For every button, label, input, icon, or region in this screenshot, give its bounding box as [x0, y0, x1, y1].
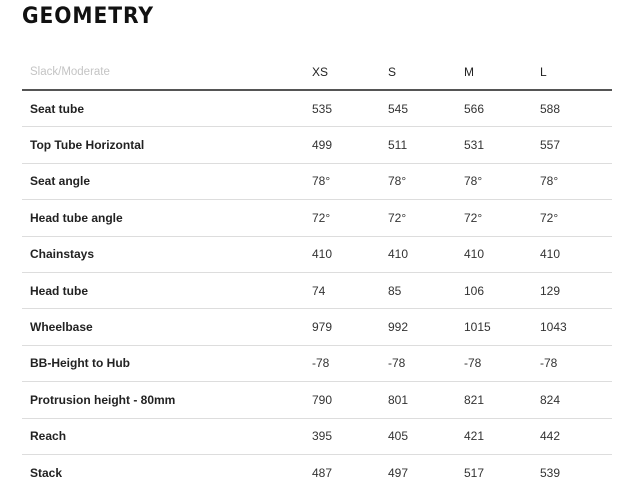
table-row	[22, 200, 612, 236]
size-header-m: M	[464, 65, 474, 79]
table-row	[22, 346, 612, 382]
page-title: GEOMETRY	[22, 4, 154, 29]
row-value: 405	[388, 429, 409, 444]
table-row	[22, 273, 612, 309]
row-value: 106	[464, 283, 485, 298]
row-label: Reach	[30, 429, 67, 444]
row-value: 499	[312, 138, 333, 153]
row-value: 517	[464, 466, 485, 481]
row-value: 78°	[540, 174, 559, 189]
row-value: -78	[464, 356, 482, 371]
row-value: -78	[388, 356, 406, 371]
table-row	[22, 419, 612, 455]
row-label: Seat tube	[30, 101, 85, 116]
row-value: 78°	[312, 174, 331, 189]
row-value: 487	[312, 466, 333, 481]
row-value: 979	[312, 320, 333, 335]
row-label: Chainstays	[30, 247, 95, 262]
row-value: -78	[312, 356, 330, 371]
table-header-row	[22, 55, 612, 91]
row-value: 511	[388, 138, 408, 153]
table-row	[22, 309, 612, 345]
row-value: 410	[540, 247, 561, 262]
row-value: 78°	[464, 174, 483, 189]
row-value: 992	[388, 320, 409, 335]
row-value: 72°	[540, 210, 559, 225]
row-value: 824	[540, 392, 561, 407]
row-label: Head tube	[30, 283, 89, 298]
geometry-table	[22, 55, 612, 491]
row-value: 72°	[312, 210, 331, 225]
table-corner-label: Slack/Moderate	[30, 66, 110, 78]
row-value: 395	[312, 429, 333, 444]
row-value: 74	[312, 283, 326, 298]
row-value: 535	[312, 101, 333, 116]
row-value: 72°	[464, 210, 483, 225]
table-row	[22, 127, 612, 163]
row-value: 421	[464, 429, 485, 444]
row-value: 442	[540, 429, 561, 444]
table-row	[22, 164, 612, 200]
row-value: 801	[388, 392, 409, 407]
row-value: -78	[540, 356, 558, 371]
table-row	[22, 382, 612, 418]
size-header-l: L	[540, 65, 547, 79]
row-value: 78°	[388, 174, 407, 189]
row-value: 129	[540, 283, 561, 298]
row-value: 790	[312, 392, 333, 407]
row-label: Top Tube Horizontal	[30, 138, 145, 153]
table-row	[22, 237, 612, 273]
size-header-xs: XS	[312, 65, 329, 79]
row-value: 497	[388, 466, 409, 481]
row-value: 72°	[388, 210, 407, 225]
row-label: BB-Height to Hub	[30, 356, 130, 371]
row-label: Stack	[30, 466, 63, 481]
row-value: 410	[388, 247, 409, 262]
row-value: 1043	[540, 320, 567, 335]
row-label: Head tube angle	[30, 210, 123, 225]
row-value: 85	[388, 283, 402, 298]
table-row	[22, 91, 612, 127]
row-value: 545	[388, 101, 409, 116]
size-header-s: S	[388, 65, 397, 79]
row-value: 531	[464, 138, 485, 153]
row-label: Wheelbase	[30, 320, 93, 335]
table-body	[22, 91, 612, 491]
row-label: Protrusion height - 80mm	[30, 392, 176, 407]
row-value: 539	[540, 466, 561, 481]
row-value: 821	[464, 392, 485, 407]
row-value: 566	[464, 101, 485, 116]
row-label: Seat angle	[30, 174, 91, 189]
row-value: 410	[312, 247, 333, 262]
row-value: 1015	[464, 320, 491, 335]
table-row	[22, 455, 612, 491]
row-value: 588	[540, 101, 561, 116]
row-value: 410	[464, 247, 485, 262]
row-value: 557	[540, 138, 561, 153]
